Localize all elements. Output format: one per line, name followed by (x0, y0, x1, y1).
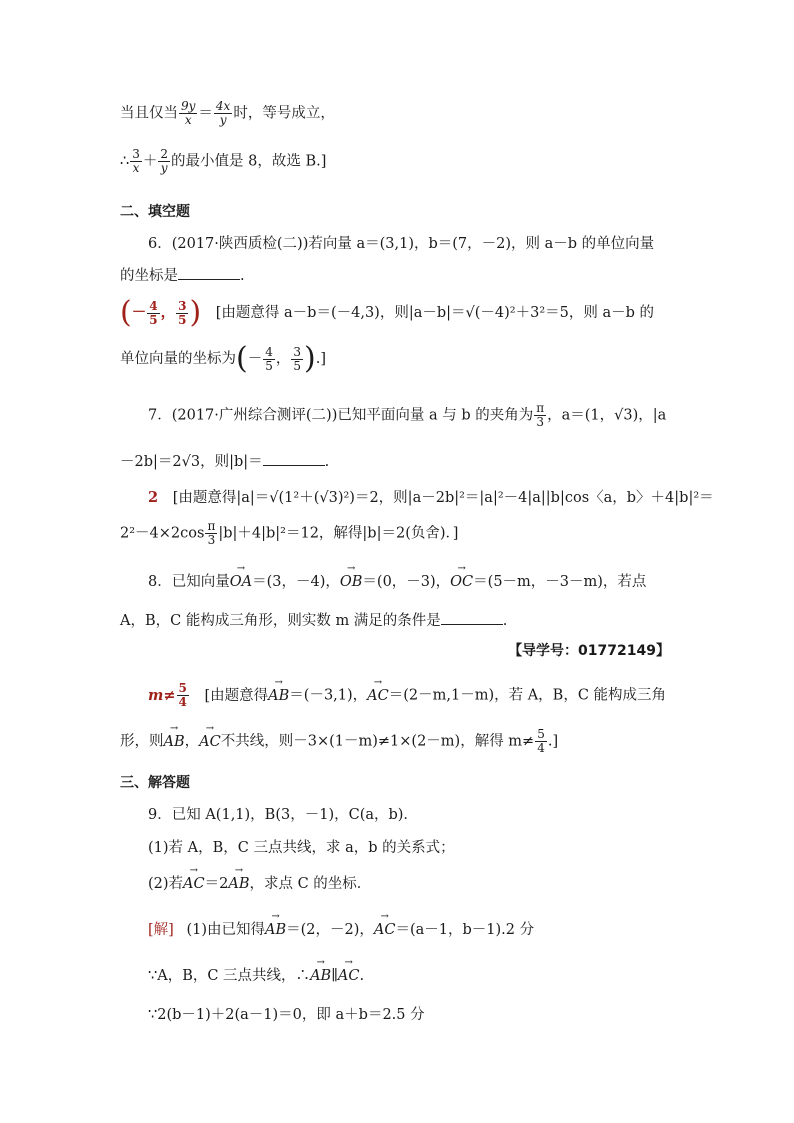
fraction: $\frac{9y}{x}$ (181, 99, 196, 127)
fraction: $\frac{4x}{y}$ (215, 99, 231, 127)
answer-8-line-1: m≠ $\frac{5}{4}$ [由题意得→ AB＝(－3,1)，→ AC＝(2－m,1－m)，若 A，B，C 能构成三角 (148, 682, 666, 709)
line-equality-condition: 当且仅当 $\frac{9y}{x}$ ＝ $\frac{4x}{y}$ 时，等号成立， (120, 99, 335, 127)
question-7-line-1: 7．(2017·广州综合测评(二))已知平面向量 a 与 b 的夹角为 $\frac{\pi}{3}$ ，a＝(1，√3)，|a (148, 401, 667, 429)
answer-7-line-1: 2 [由题意得|a|＝√(1²＋(√3)²)＝2，则|a－2b|²＝|a|²－4|a||b|cos〈a，b〉＋4|b|²＝ (148, 489, 714, 506)
question-6-line-1: 6．(2017·陕西质检(二))若向量 a＝(3,1)，b＝(7，－2)，则 a－b 的单位向量 (148, 236, 655, 252)
answer-8-line-2: 形，则→ AB，→ AC不共线，则－3×(1－m)≠1×(2－m)，解得 m≠ $\frac{5}{4}$ .] (120, 728, 558, 755)
answer-6-value: (－ $\frac{4}{5}$ ， $\frac{3}{5}$ ) (120, 295, 202, 330)
answer-blank (263, 453, 325, 466)
solution-line-3: ∵2(b－1)＋2(a－1)＝0，即 a＋b＝2.5 分 (148, 1007, 425, 1023)
question-8-line-2: A，B，C 能构成三角形，则实数 m 满足的条件是 . (120, 613, 508, 629)
question-9-stem: 9．已知 A(1,1)，B(3，－1)，C(a，b)． (148, 807, 418, 823)
section-heading-fill-in: 二、填空题 (120, 204, 190, 220)
section-heading-solutions: 三、解答题 (120, 775, 190, 791)
answer-7-line-2: 2²－4×2cos $\frac{\pi}{3}$ |b|＋4|b|²＝12，解得|b|＝2(负舍)．] (120, 519, 459, 547)
solution-line-1: [解] (1)由已知得→ AB＝(2，－2)，→ AC＝(a－1，b－1).2 分 (148, 918, 534, 939)
answer-6-line-2: 单位向量的坐标为(－ $\frac{4}{5}$ ， $\frac{3}{5}$ ).] (120, 341, 326, 376)
question-6-line-2: 的坐标是 . (120, 268, 245, 284)
fraction: $\frac{3}{x}$ (132, 147, 140, 175)
answer-6-line-1: (－ $\frac{4}{5}$ ， $\frac{3}{5}$ ) [由题意得 a－b＝(－4,3)，则|a－b|＝√(－4)²＋3²＝5，则 a－b 的 (120, 295, 655, 330)
answer-blank (178, 267, 240, 280)
question-7-line-2: －2b|＝2√3，则|b|＝ . (120, 454, 330, 470)
guide-number: 【导学号：01772149】 (508, 643, 670, 659)
solution-tag: [解] (148, 922, 174, 938)
solution-line-2: ∵A，B，C 三点共线，∴→ AB∥→ AC. (148, 964, 364, 985)
question-9-part-2: (2)若→ AC＝2→ AB，求点 C 的坐标． (148, 872, 371, 893)
question-9-part-1: (1)若 A，B，C 三点共线，求 a，b 的关系式； (148, 840, 455, 856)
answer-8-value: m≠ $\frac{5}{4}$ (148, 681, 187, 709)
answer-7-value: 2 (148, 489, 159, 506)
line-minimum-value: ∴ $\frac{3}{x}$ ＋ $\frac{2}{y}$ 的最小值是 8，故选 B.] (120, 147, 327, 175)
question-8-line-1: 8．已知向量→ OA＝(3，－4)，→ OB＝(0，－3)，→ OC＝(5－m，－3－m)，若点 (148, 570, 646, 591)
answer-blank (441, 612, 503, 625)
fraction: $\frac{2}{y}$ (160, 147, 169, 175)
